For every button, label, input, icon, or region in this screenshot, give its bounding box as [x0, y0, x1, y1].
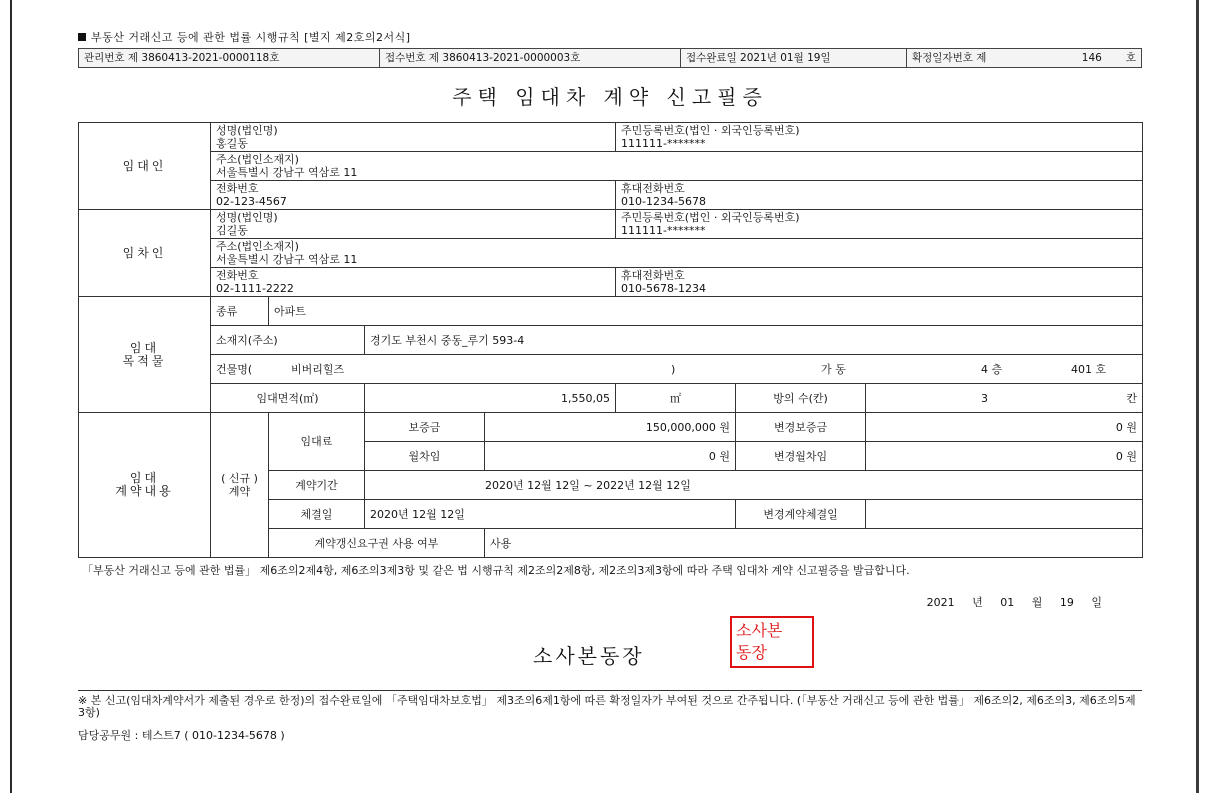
changed-monthly-label: 변경월차임 [736, 442, 866, 471]
period-value: 2020년 12월 12일 ~ 2022년 12월 12일 [365, 471, 1143, 500]
property-row-location [79, 326, 1143, 355]
building-name: 비버리힐즈 [291, 362, 345, 376]
page-left-edge [10, 0, 12, 793]
property-area-label: 임대면적(㎡) [211, 384, 365, 413]
property-location-label: 소재지(주소) [211, 326, 365, 355]
management-info-bar [78, 48, 1142, 68]
deposit-value: 150,000,000 원 [485, 413, 736, 442]
property-type-value: 아파트 [269, 297, 1143, 326]
lessor-mobile: 010-1234-5678 [621, 195, 706, 208]
changed-deposit-value: 0 원 [866, 413, 1143, 442]
lessor-name-cell: 성명(법인명) 홍길동 [211, 123, 616, 152]
signature-area [78, 622, 1142, 682]
building-floor: 4 층 [981, 362, 1003, 376]
signed-date-label: 체결일 [269, 500, 365, 529]
property-type-label: 종류 [211, 297, 269, 326]
lessor-address: 서울특별시 강남구 역삼로 11 [216, 166, 358, 179]
contract-new-label: ( 신규 ) 계약 [211, 413, 269, 558]
official-seal-stamp: 소사본 동장 [730, 616, 814, 668]
lessor-row-name [79, 123, 1143, 152]
property-section-label: 임대 목적물 [79, 297, 211, 413]
lessor-address-cell: 주소(법인소재지) 서울특별시 강남구 역삼로 11 [211, 152, 1143, 181]
fixed-date-note: ※ 본 신고(임대차계약서가 제출된 경우로 한정)의 접수완료일에 「주택임대차보호법」 제3조의6제1항에 따른 확정일자가 부여된 것으로 간주됩니다. (「부동산 거래신고 등에 관한 법률」 제6조의2, 제6조의3, 제6조의5제3항) [78, 694, 1136, 719]
lessee-name-cell: 성명(법인명) 김길동 [211, 210, 616, 239]
issuer-name: 소사본동장 [533, 644, 645, 668]
lessee-row-name [79, 210, 1143, 239]
property-rooms-cell [866, 384, 1143, 413]
lessee-resident-cell: 주민등록번호(법인 · 외국인등록번호) 111111-******* [616, 210, 1143, 239]
issuance-statement: 「부동산 거래신고 등에 관한 법률」 제6조의2제4항, 제6조의3제3항 및 같은 법 시행규칙 제2조의2제8항, 제2조의3제3항에 따라 주택 임대차 계약 신고필증을 발급합니다. [82, 564, 910, 577]
building-unit: 401 호 [1071, 362, 1107, 376]
lessee-name: 김길동 [216, 224, 248, 237]
renewal-right-label: 계약갱신요구권 사용 여부 [269, 529, 485, 558]
property-location-value: 경기도 부천시 중동_루기 593-4 [365, 326, 1143, 355]
property-row-building [79, 355, 1143, 384]
lessee-row-phone [79, 268, 1143, 297]
issue-date: 2021 년 01 월 19 일 [926, 596, 1102, 609]
contract-section-label: 임대 계약내용 [79, 413, 211, 558]
period-label: 계약기간 [269, 471, 365, 500]
lessor-resident-cell: 주민등록번호(법인 · 외국인등록번호) 111111-******* [616, 123, 1143, 152]
lessee-section-label: 임차인 [79, 210, 211, 297]
officer-contact: 담당공무원 : 테스트7 ( 010-1234-5678 ) [78, 729, 285, 742]
property-rooms-label: 방의 수(칸) [736, 384, 866, 413]
receipt-number: 접수번호 제 3860413-2021-0000003호 [380, 49, 681, 67]
changed-deposit-label: 변경보증금 [736, 413, 866, 442]
changed-monthly-value: 0 원 [866, 442, 1143, 471]
lessor-mobile-cell: 휴대전화번호 010-1234-5678 [616, 181, 1143, 210]
lessor-phone-cell: 전화번호 02-123-4567 [211, 181, 616, 210]
receipt-completion-date: 접수완료일 2021년 01월 19일 [681, 49, 907, 67]
changed-signed-value [866, 500, 1143, 529]
signed-date-value: 2020년 12월 12일 [365, 500, 736, 529]
building-dong: 가 동 [821, 362, 846, 376]
document-title: 주택 임대차 계약 신고필증 [452, 85, 768, 109]
contract-row-deposit [79, 413, 1143, 442]
form-reference: 부동산 거래신고 등에 관한 법률 시행규칙 [별지 제2호의2서식] [78, 30, 1142, 46]
lessor-row-address [79, 152, 1143, 181]
property-row-type [79, 297, 1143, 326]
lessee-mobile-cell: 휴대전화번호 010-5678-1234 [616, 268, 1143, 297]
lessee-mobile: 010-5678-1234 [621, 282, 706, 295]
viewer-scrollbar[interactable] [1196, 0, 1199, 793]
lessee-phone: 02-1111-2222 [216, 282, 294, 295]
certificate-table [78, 122, 1143, 558]
footer-divider [78, 690, 1142, 691]
lessee-resident-number: 111111-******* [621, 224, 706, 237]
lessee-row-address [79, 239, 1143, 268]
property-building-cell: 건물명( 비버리힐즈 ) 가 동 4 층 401 호 [211, 355, 1143, 384]
changed-signed-label: 변경계약체결일 [736, 500, 866, 529]
rent-label: 임대료 [269, 413, 365, 471]
lessee-address: 서울특별시 강남구 역삼로 11 [216, 253, 358, 266]
certificate-document [78, 30, 1142, 743]
lessor-section-label: 임대인 [79, 123, 211, 210]
property-rooms-unit: 칸 [1126, 391, 1138, 405]
property-rooms-value: 3 [981, 391, 989, 405]
square-bullet-icon [78, 33, 86, 41]
monthly-rent-value: 0 원 [485, 442, 736, 471]
lessor-name: 홍길동 [216, 137, 248, 150]
property-area-unit: ㎡ [616, 384, 736, 413]
renewal-right-value: 사용 [485, 529, 1143, 558]
deposit-label: 보증금 [365, 413, 485, 442]
lessor-row-phone [79, 181, 1143, 210]
lessor-phone: 02-123-4567 [216, 195, 287, 208]
lessee-phone-cell: 전화번호 02-1111-2222 [211, 268, 616, 297]
property-row-area [79, 384, 1143, 413]
lessee-address-cell: 주소(법인소재지) 서울특별시 강남구 역삼로 11 [211, 239, 1143, 268]
fixed-date-number: 확정일자번호 제 146 호 [912, 52, 1136, 64]
lessor-resident-number: 111111-******* [621, 137, 706, 150]
property-area-value: 1,550,05 [365, 384, 616, 413]
management-number: 관리번호 제 3860413-2021-0000118호 [79, 49, 380, 67]
monthly-rent-label: 월차임 [365, 442, 485, 471]
